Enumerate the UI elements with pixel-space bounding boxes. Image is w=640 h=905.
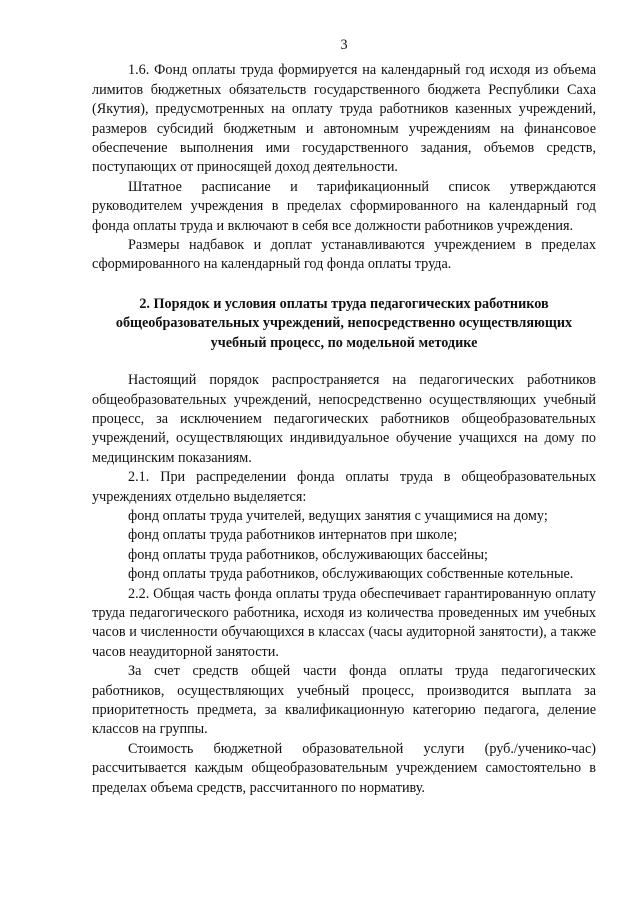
section-heading-line-3: учебный процесс, по модельной методике <box>210 334 478 351</box>
list-item-home-teachers: фонд оплаты труда учителей, ведущих занятия с учащимися на дому; <box>128 507 548 524</box>
paragraph-general-fund: За счет средств общей части фонда оплаты труда педагогических работников, осуществляющих учебный процесс, производится выплата за приоритетность предмета, за квалификационную категорию педагога, деление классов на группы. <box>92 663 596 738</box>
paragraph-bonuses: Размеры надбавок и доплат устанавливаются учреждением в пределах сформированного на календарный год фонда оплаты труда. <box>92 237 596 273</box>
paragraph-1-6: 1.6. Фонд оплаты труда формируется на календарный год исходя из объема лимитов бюджетных обязательств государственного бюджета Республики Саха (Якутия), предусмотренных на оплату труда работников казенных учреждений, размеров субсидий бюджетным и автономным учреждениям на финансовое обеспечение выполнения ими государственного задания, объемов средств, поступающих от приносящей доход деятельности. <box>92 62 596 176</box>
paragraph-2-1: 2.1. При распределении фонда оплаты труда в общеобразовательных учреждениях отдельно выделяется: <box>92 469 596 505</box>
section-heading-line-1: 2. Порядок и условия оплаты труда педагогических работников <box>139 295 549 312</box>
document-page <box>92 36 596 798</box>
section-heading <box>92 295 596 353</box>
list-item-pool-staff: фонд оплаты труда работников, обслуживающих бассейны; <box>128 546 488 563</box>
page-number: 3 <box>340 37 348 53</box>
paragraph-scope: Настоящий порядок распространяется на педагогических работников общеобразовательных учреждений, непосредственно осуществляющих учебный процесс, за исключением педагогических работников общеобразовательных учреждений, осуществляющих индивидуальное обучение учащихся на дому по медицинским показаниям. <box>92 372 596 466</box>
paragraph-service-cost: Стоимость бюджетной образовательной услуги (руб./ученико-час) рассчитывается каждым общеобразовательным учреждением самостоятельно в пределах объема средств, рассчитанного по нормативу. <box>92 740 596 796</box>
paragraph-2-2: 2.2. Общая часть фонда оплаты труда обеспечивает гарантированную оплату труда педагогического работника, исходя из количества проведенных им учебных часов и численности обучающихся в классах (часы аудиторной занятости), а также часов неаудиторной занятости. <box>92 585 596 660</box>
list-item-boiler-staff: фонд оплаты труда работников, обслуживающих собственные котельные. <box>128 566 574 583</box>
list-item-boarding-staff: фонд оплаты труда работников интернатов при школе; <box>128 527 458 544</box>
paragraph-staff-schedule: Штатное расписание и тарификационный список утверждаются руководителем учреждения в пределах сформированного на календарный год фонда оплаты труда и включают в себя все должности работников учреждения. <box>92 178 596 234</box>
section-heading-line-2: общеобразовательных учреждений, непосредственно осуществляющих <box>115 315 573 332</box>
